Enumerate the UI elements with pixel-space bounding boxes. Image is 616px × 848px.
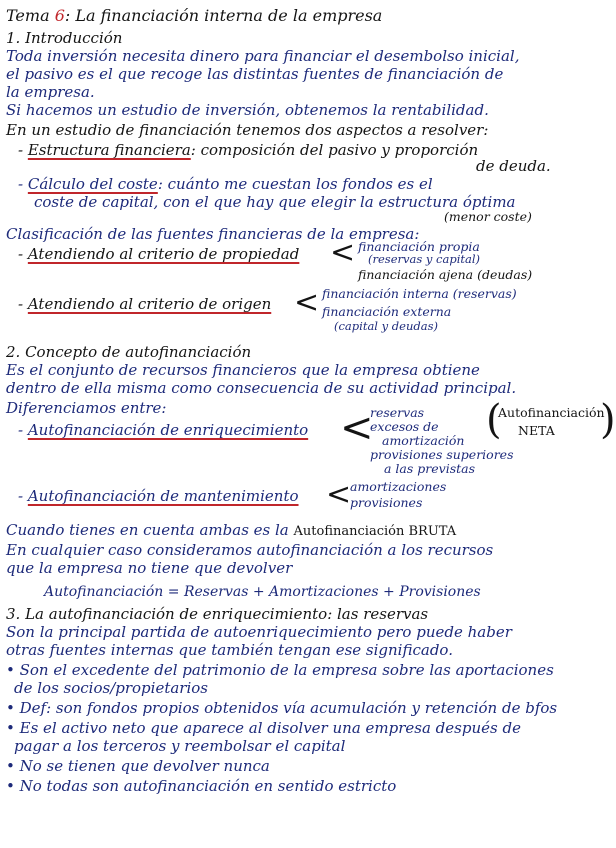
s1-p1-line3: la empresa.	[6, 83, 95, 101]
property-external: financiación ajena (deudas)	[358, 267, 533, 282]
enrichment-brace: <	[340, 405, 374, 451]
s3-p1-line2: otras fuentes internas que también tengan ese significado.	[6, 641, 453, 659]
enrichment-excess: excesos de	[370, 419, 439, 434]
cost-line3: (menor coste)	[444, 209, 532, 224]
maintenance-label: Autofinanciación de mantenimiento	[27, 487, 299, 505]
maintenance-amortizations: amortizaciones	[350, 479, 447, 494]
origin-external: financiación externa	[322, 304, 452, 319]
structure-cont: de deuda.	[476, 157, 551, 175]
s3-bullet-1: • Son el excedente del patrimonio de la empresa sobre las aportaciones	[6, 661, 554, 679]
s1-p4: Clasificación de las fuentes financieras de la empresa:	[6, 225, 420, 243]
structure-label: Estructura financiera	[27, 141, 191, 159]
s2-p3-text: Cuando tienes en cuenta ambas es la	[6, 521, 289, 539]
title-prefix: Tema	[6, 6, 50, 25]
enrichment-item: - Autofinanciación de enriquecimiento	[18, 421, 309, 439]
criterion-origin: - Atendiendo al criterio de origen	[18, 295, 272, 313]
maintenance-item: - Autofinanciación de mantenimiento	[18, 487, 299, 505]
s2-formula: Autofinanciación = Reservas + Amortizaciones + Provisiones	[44, 584, 481, 600]
s2-p1-line2: dentro de ella misma como consecuencia de su actividad principal.	[6, 379, 517, 397]
title-number: 6	[54, 6, 65, 25]
page-title	[6, 8, 382, 24]
origin-external-note: (capital y deudas)	[334, 319, 438, 333]
enrichment-amortization: amortización	[382, 433, 465, 448]
origin-brace: <	[294, 285, 320, 320]
cost-text: : cuánto me cuestan los fondos es el	[157, 175, 433, 193]
s3-bullet-3: • Es el activo neto que aparece al disolver una empresa después de	[6, 719, 521, 737]
section-1-heading: 1. Introducción	[6, 29, 123, 47]
neta-note	[486, 397, 616, 446]
s3-bullet-5: • No todas son autofinanciación en sentido estricto	[6, 777, 397, 795]
s3-bullet-4: • No se tienen que devolver nunca	[6, 757, 270, 775]
s2-p3	[6, 522, 456, 540]
section-3-heading: 3. La autofinanciación de enriquecimiento: las reservas	[6, 605, 429, 623]
enrichment-provisions: provisiones superiores	[370, 447, 514, 462]
maintenance-brace: <	[326, 477, 352, 512]
neta-paren-right: )	[600, 397, 616, 443]
title-text: : La financiación interna de la empresa	[64, 6, 383, 25]
s2-gross-label: Autofinanciación BRUTA	[293, 524, 457, 539]
property-own: financiación propia	[358, 239, 480, 254]
s3-bullet-1-cont: de los socios/propietarios	[14, 679, 208, 697]
s3-bullet-2: • Def: son fondos propios obtenidos vía acumulación y retención de bfos	[6, 699, 558, 717]
s2-p4-line2: que la empresa no tiene que devolver	[6, 559, 293, 577]
s2-p4-line1: En cualquier caso consideramos autofinanciación a los recursos	[6, 541, 494, 559]
s1-p1-line2: el pasivo es el que recoge las distintas fuentes de financiación de	[6, 65, 504, 83]
enrichment-reserves: reservas	[370, 405, 425, 420]
s3-bullet-3-cont: pagar a los terceros y reembolsar el capital	[14, 737, 346, 755]
neta-paren-left: (	[486, 397, 502, 443]
s1-bullet-cost: - Cálculo del coste: cuánto me cuestan los fondos es el	[18, 175, 433, 193]
s1-p1-line1: Toda inversión necesita dinero para financiar el desembolso inicial,	[6, 47, 520, 65]
s3-p1-line1: Son la principal partida de autoenriquecimiento pero puede haber	[6, 623, 512, 641]
property-own-note: (reservas y capital)	[368, 252, 481, 266]
maintenance-provisions: provisiones	[350, 495, 423, 510]
enrichment-provisions-cont: a las previstas	[384, 461, 476, 476]
property-brace: <	[330, 235, 356, 270]
cost-label: Cálculo del coste	[27, 175, 158, 193]
s1-p2: Si hacemos un estudio de inversión, obtenemos la rentabilidad.	[6, 101, 489, 119]
origin-internal: financiación interna (reservas)	[322, 286, 517, 301]
section-2-heading: 2. Concepto de autofinanciación	[6, 343, 252, 361]
structure-text: : composición del pasivo y proporción	[190, 141, 479, 159]
s1-p3: En un estudio de financiación tenemos dos aspectos a resolver:	[6, 121, 489, 139]
cost-line2: coste de capital, con el que hay que elegir la estructura óptima	[34, 193, 516, 211]
neta-line1: Autofinanciación	[498, 405, 605, 420]
enrichment-label: Autofinanciación de enriquecimiento	[27, 421, 309, 439]
criterion-property: - Atendiendo al criterio de propiedad	[18, 245, 300, 263]
s2-p1-line1: Es el conjunto de recursos financieros que la empresa obtiene	[6, 361, 480, 379]
origin-label: Atendiendo al criterio de origen	[27, 295, 272, 313]
s1-bullet-structure: - Estructura financiera: composición del pasivo y proporción	[18, 141, 479, 159]
s2-p2: Diferenciamos entre:	[6, 399, 167, 417]
neta-line2: NETA	[518, 423, 555, 438]
property-label: Atendiendo al criterio de propiedad	[27, 245, 300, 263]
